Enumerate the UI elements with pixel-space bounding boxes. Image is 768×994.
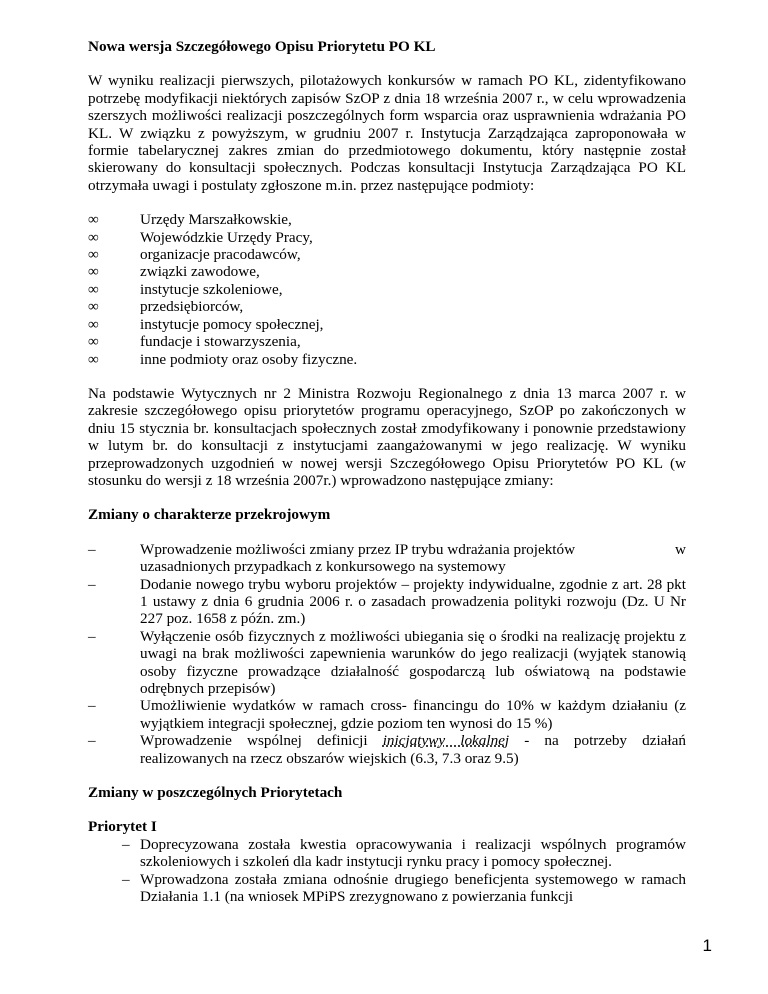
- list-item: ∞ związki zawodowe,: [88, 263, 260, 281]
- document-page: [88, 38, 686, 905]
- list-item: – Wprowadzona została zmiana odnośnie drugiego beneficjenta systemowego w ramach Działania 1.1 (na wniosek MPiPS zrezygnowano z powierzania funkcji: [122, 870, 686, 906]
- list-item: – Wprowadzenie wspólnej definicji inicjatywy lokalnej - na potrzeby działań realizowanych na rzecz obszarów wiejskich (6.3, 7.3 oraz 9.5): [88, 732, 686, 767]
- infinity-bullet-icon: ∞: [88, 298, 99, 316]
- dash-bullet-icon: –: [122, 870, 130, 888]
- local-initiative-term: inicjatywy lokalnej: [382, 732, 510, 750]
- document-title: Nowa wersja Szczegółowego Opisu Priorytetu PO KL: [88, 38, 436, 55]
- page-number: 1: [702, 936, 712, 955]
- infinity-bullet-icon: ∞: [88, 350, 99, 368]
- list-item: – Wyłączenie osób fizycznych z możliwości ubiegania się o środki na realizację projektu z uwagi na brak możliwości zapewnienia warunków do jego realizacji (wyjątek stanowią osoby fizyczne prowadzące działalność gospodarczą lub oświatową na podstawie odrębnych przepisów): [88, 627, 686, 697]
- dash-bullet-icon: –: [88, 732, 96, 750]
- cross-cutting-changes-list: [88, 541, 686, 767]
- infinity-bullet-icon: ∞: [88, 333, 99, 351]
- list-item: ∞ fundacje i stowarzyszenia,: [88, 333, 301, 351]
- infinity-bullet-icon: ∞: [88, 263, 99, 281]
- dash-bullet-icon: –: [88, 627, 96, 645]
- list-item: – Doprecyzowana została kwestia opracowywania i realizacji wspólnych programów szkoleniowych i szkoleń dla kadr instytucji rynku pracy i pomocy społecznej.: [122, 835, 686, 871]
- priority-changes-list: [88, 836, 686, 906]
- priority-heading: Priorytet I: [88, 818, 157, 836]
- dash-bullet-icon: –: [88, 697, 96, 715]
- list-item: – Umożliwienie wydatków w ramach cross- financingu do 10% w każdym działaniu (z wyjątkiem integracji społecznej, gdzie poziom ten wynosi do 15 %): [88, 697, 686, 732]
- list-item: ∞ instytucje pomocy społecznej,: [88, 315, 324, 333]
- intro-paragraph: W wyniku realizacji pierwszych, pilotażowych konkursów w ramach PO KL, zidentyfikowano potrzebę modyfikacji niektórych zapisów SzOP z dnia 18 września 2007 r., w celu wprowadzenia szerszych możliwości realizacji poszczególnych form wsparcia oraz usprawnienia wdrażania PO KL. W związku z powyższym, w grudniu 2007 r. Instytucja Zarządzająca zaproponowała w formie tabelarycznej zakres zmian do przedmiotowego dokumentu, który następnie został skierowany do konsultacji społecznych. Podczas konsultacji Instytucja Zarządzająca PO KL otrzymała uwagi i postulaty zgłoszone m.in. przez następujące podmioty:: [88, 72, 686, 194]
- infinity-bullet-icon: ∞: [88, 228, 99, 246]
- list-item: ∞ instytucje szkoleniowe,: [88, 280, 283, 298]
- infinity-bullet-icon: ∞: [88, 280, 99, 298]
- dash-bullet-icon: –: [88, 575, 96, 593]
- list-item: – Dodanie nowego trybu wyboru projektów – projekty indywidualne, zgodnie z art. 28 pkt 1 ustawy z dnia 6 grudnia 2006 r. o zasadach prowadzenia polityki rozwoju (Dz. U Nr 227 poz. 1658 z późn. zm.): [88, 575, 686, 628]
- list-item: ∞ inne podmioty oraz osoby fizyczne.: [88, 350, 358, 368]
- list-item: ∞ przedsiębiorców,: [88, 298, 244, 316]
- list-item: ∞ organizacje pracodawców,: [88, 246, 301, 264]
- list-item: ∞ Urzędy Marszałkowskie,: [88, 211, 292, 229]
- list-item: ∞ Wojewódzkie Urzędy Pracy,: [88, 228, 313, 246]
- infinity-bullet-icon: ∞: [88, 315, 99, 333]
- infinity-bullet-icon: ∞: [88, 211, 99, 229]
- list-item: – w Wprowadzenie możliwości zmiany przez IP trybu wdrażania projektów uzasadnionych przypadkach z konkursowego na systemowy: [88, 540, 686, 576]
- entities-list: [88, 211, 686, 368]
- changes-intro-paragraph: Na podstawie Wytycznych nr 2 Ministra Rozwoju Regionalnego z dnia 13 marca 2007 r. w zakresie szczegółowego opisu priorytetów programu operacyjnego, SzOP po zakończonych w dniu 15 stycznia br. konsultacjach społecznych został zmodyfikowany i ponownie przedstawiony w lutym br. do konsultacji z instytucjami zaangażowanymi w jego realizację. W wyniku przeprowadzonych uzgodnień w nowej wersji Szczegółowego Opisu Priorytetów PO KL (w stosunku do wersji z 18 września 2007r.) wprowadzono następujące zmiany:: [88, 384, 686, 489]
- dash-bullet-icon: –: [122, 835, 130, 853]
- dash-bullet-icon: –: [88, 540, 96, 558]
- infinity-bullet-icon: ∞: [88, 246, 99, 264]
- section-heading-priorities: Zmiany w poszczególnych Priorytetach: [88, 784, 343, 802]
- section-heading-cross-cutting: Zmiany o charakterze przekrojowym: [88, 506, 331, 524]
